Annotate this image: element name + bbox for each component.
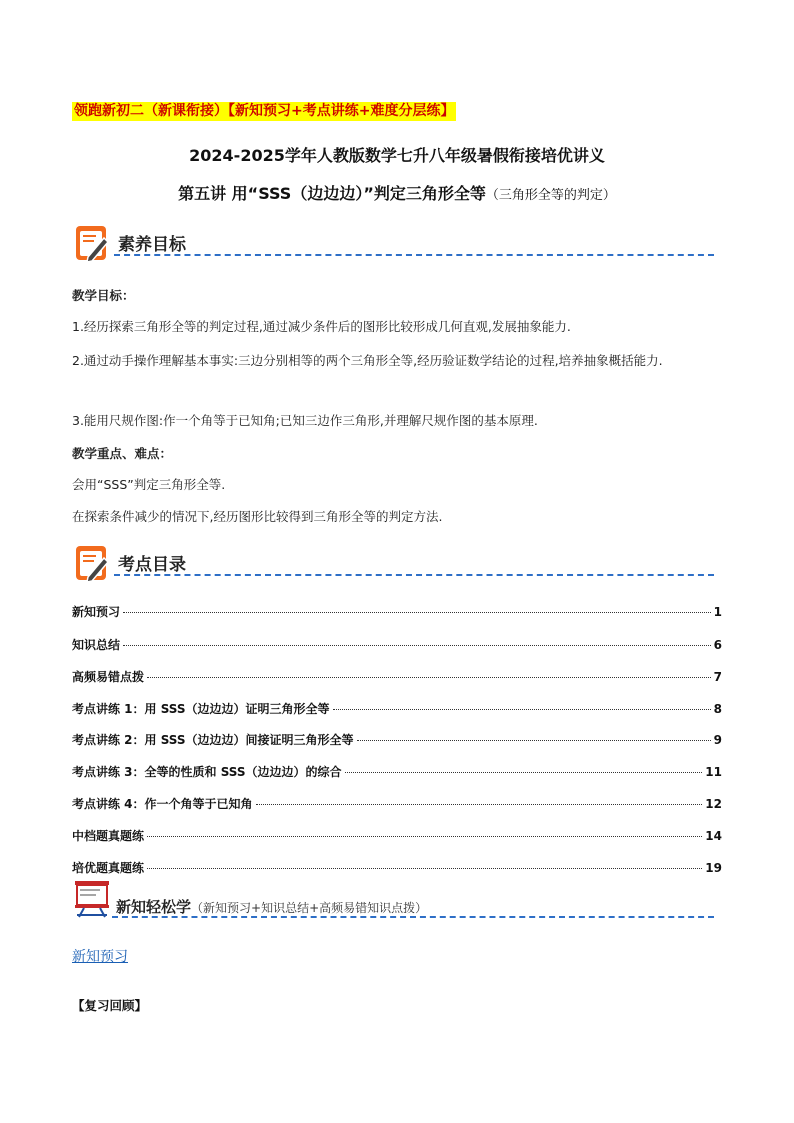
toc-entry-page: 14 (705, 829, 722, 843)
document-title: 2024-2025学年人教版数学七升八年级暑假衔接培优讲义 (189, 146, 605, 165)
new-knowledge-preview-link[interactable]: 新知预习 (72, 949, 128, 965)
toc-entry-page: 19 (705, 861, 722, 875)
toc-entry-title: 高频易错点拨 (72, 670, 145, 684)
toc-entry-title: 考点讲练 3：全等的性质和 SSS（边边边）的综合 (72, 765, 342, 779)
toc-entry-title: 考点讲练 1：用 SSS（边边边）证明三角形全等 (72, 702, 330, 716)
toc-entry-page: 1 (713, 605, 722, 619)
toc-leader (333, 709, 711, 710)
toc-entry[interactable] (72, 763, 722, 780)
toc-entry-page: 8 (713, 702, 722, 716)
toc-leader (123, 645, 711, 646)
toc-entry-title: 知识总结 (72, 638, 121, 652)
goal-item-3: 3.能用尺规作图:作一个角等于已知角;已知三边作三角形,并理解尺规作图的基本原理. (72, 413, 538, 428)
toc-entry[interactable] (72, 668, 722, 685)
goal-item-2: 2.通过动手操作理解基本事实:三边分别相等的两个三角形全等,经历验证数学结论的过程,培养抽象概括能力. (72, 353, 663, 368)
toc-entry-page: 9 (713, 733, 722, 747)
toc-leader (147, 836, 702, 837)
toc-entry-page: 11 (705, 765, 722, 779)
section-title-toc: 考点目录 (118, 555, 186, 575)
toc-entry-title: 中档题真题练 (72, 829, 145, 843)
focus-item-2: 在探索条件减少的情况下,经历图形比较得到三角形全等的判定方法. (72, 509, 443, 524)
toc-entry[interactable] (72, 795, 722, 812)
teaching-goals-label: 教学目标： (72, 288, 135, 303)
section-header-learn (74, 880, 714, 924)
section-header-toc (74, 544, 714, 584)
learn-heading: 新知轻松学 (116, 898, 192, 916)
section-title-learn (116, 896, 427, 917)
toc-entry-title: 考点讲练 2：用 SSS（边边边）间接证明三角形全等 (72, 733, 354, 747)
focus-item-1: 会用“SSS”判定三角形全等. (72, 477, 226, 492)
toc-entry[interactable] (72, 603, 722, 620)
section-divider (114, 574, 714, 576)
lecture-title-main: 第五讲 用“SSS（边边边）”判定三角形全等 (178, 184, 486, 203)
section-header-goals (74, 224, 714, 264)
goal-item-1: 1.经历探索三角形全等的判定过程,通过减少条件后的图形比较形成几何直观,发展抽象能力. (72, 319, 571, 334)
toc-entry[interactable] (72, 731, 722, 748)
toc-entry-page: 6 (713, 638, 722, 652)
toc-leader (147, 677, 711, 678)
section-title-goals: 素养目标 (118, 235, 186, 255)
toc-entry-page: 12 (705, 797, 722, 811)
lecture-title (0, 181, 794, 204)
toc-leader (357, 740, 711, 741)
lecture-title-sub: （三角形全等的判定） (485, 188, 616, 203)
toc-entry[interactable] (72, 700, 722, 717)
header-banner: 领跑新初二（新课衔接）【新知预习+考点讲练+难度分层练】 (74, 103, 455, 119)
toc-entry[interactable] (72, 859, 722, 876)
notepad-pencil-icon (74, 224, 110, 264)
toc-entry-page: 7 (713, 670, 722, 684)
review-heading: 【复习回顾】 (72, 998, 148, 1013)
toc-entry-title: 考点讲练 4：作一个角等于已知角 (72, 797, 253, 811)
section-divider (112, 916, 714, 918)
notepad-pencil-icon (74, 544, 110, 584)
toc-leader (345, 772, 703, 773)
toc-entry-title: 培优题真题练 (72, 861, 145, 875)
toc-leader (147, 868, 702, 869)
toc-entry[interactable] (72, 636, 722, 653)
presentation-board-icon (74, 880, 110, 918)
toc-leader (256, 804, 703, 805)
toc-entry-title: 新知预习 (72, 605, 121, 619)
section-divider (114, 254, 714, 256)
focus-label: 教学重点、难点： (72, 446, 173, 461)
toc-entry[interactable] (72, 827, 722, 844)
learn-subheading: （新知预习+知识总结+高频易错知识点拨） (191, 901, 428, 915)
toc-leader (123, 612, 711, 613)
